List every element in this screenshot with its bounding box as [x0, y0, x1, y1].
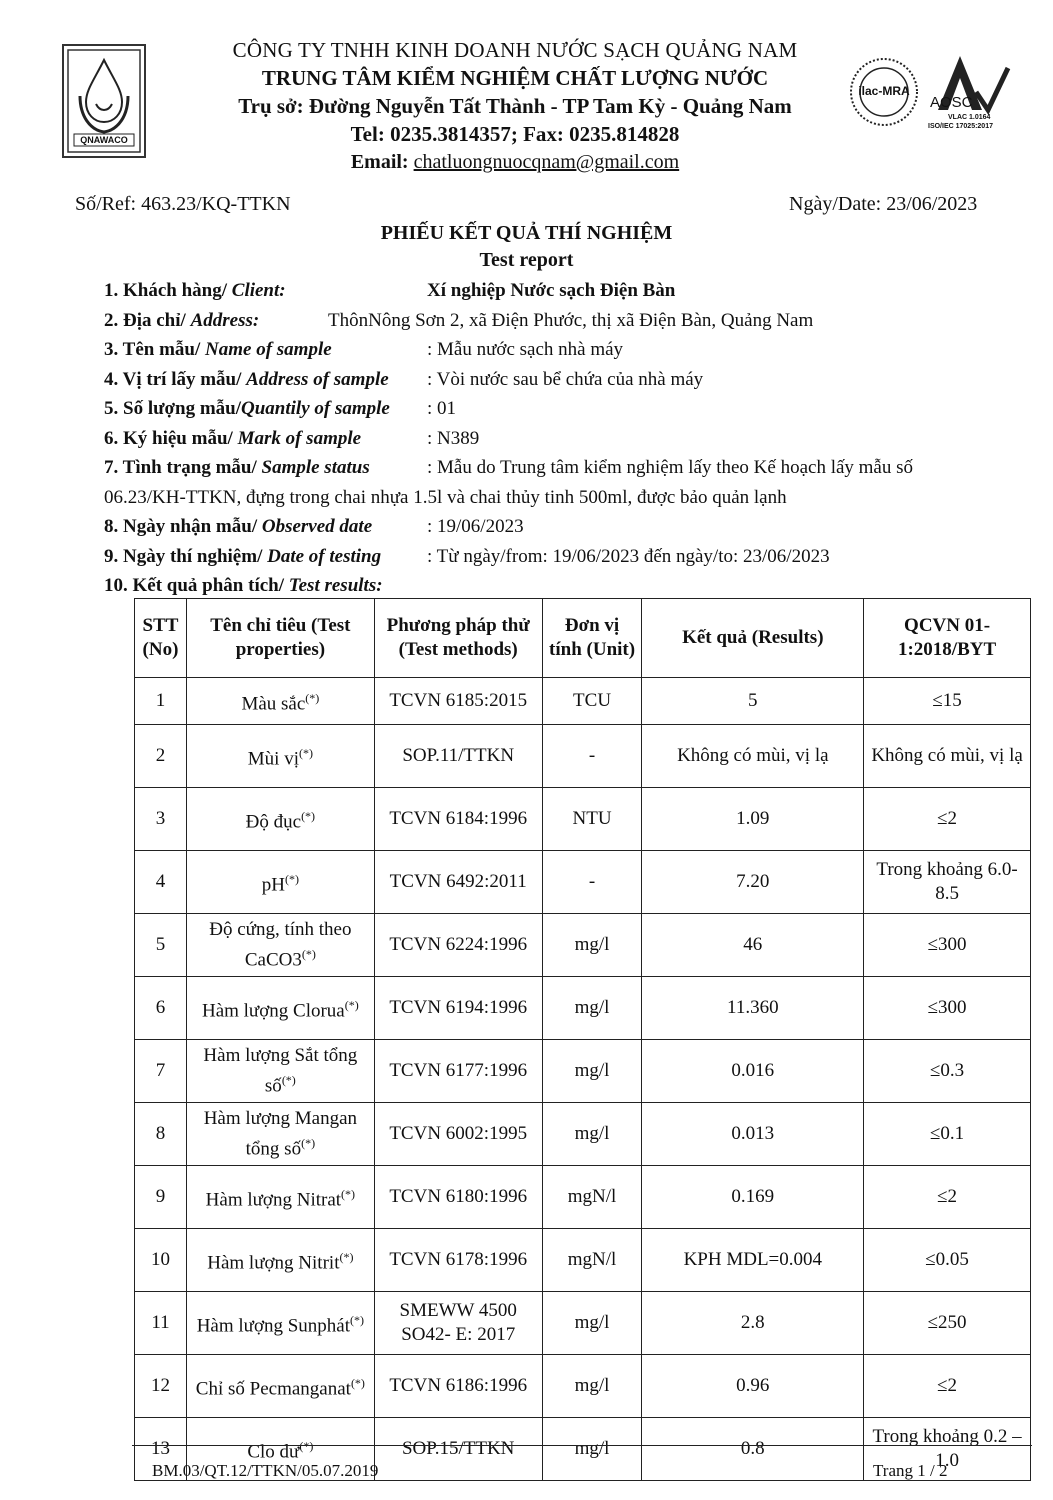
cell-standard: ≤15	[864, 678, 1031, 725]
cell-result: 0.8	[642, 1418, 864, 1481]
table-row	[135, 725, 1031, 788]
report-title: PHIẾU KẾT QUẢ THÍ NGHIỆM	[380, 222, 673, 244]
observed-date-value: : 19/06/2023	[427, 516, 524, 537]
info-sample-status: 7. Tình trạng mẫu/ Sample status : Mẫu do Trung tâm kiểm nghiệm lấy theo Kế hoạch lấy mẫu số	[104, 453, 787, 483]
cell-unit: -	[542, 725, 642, 788]
accreditation-logos	[848, 48, 1018, 138]
iso-label: ISO/IEC 17025:2017	[928, 123, 993, 130]
table-row	[135, 1040, 1031, 1103]
table-row	[135, 788, 1031, 851]
letterhead	[160, 36, 870, 176]
sample-quantity-value: : 01	[427, 398, 457, 419]
cell-unit: mg/l	[542, 914, 642, 977]
accreditation-mark: (*)	[350, 1375, 365, 1390]
col-header-result: Kết quả (Results)	[642, 599, 864, 678]
cell-result: 5	[642, 678, 864, 725]
company-logo	[62, 44, 146, 158]
cell-method: TCVN 6224:1996	[374, 914, 542, 977]
cell-standard: ≤2	[864, 1166, 1031, 1229]
cell-property: Hàm lượng Mangan tổng số(*)	[186, 1103, 374, 1166]
cell-property: Độ cứng, tính theo CaCO3(*)	[186, 914, 374, 977]
info-testing-date: 9. Ngày thí nghiệm/ Date of testing : Từ ngày/from: 19/06/2023 đến ngày/to: 23/06/2023	[104, 542, 787, 572]
table-row	[135, 977, 1031, 1040]
cell-no: 9	[135, 1166, 187, 1229]
cell-method: TCVN 6184:1996	[374, 788, 542, 851]
sample-mark-value: : N389	[427, 427, 480, 449]
cell-result: 7.20	[642, 851, 864, 914]
accreditation-mark: (*)	[305, 690, 320, 705]
cell-property: Clo dư(*)	[186, 1418, 374, 1481]
cell-unit: mg/l	[542, 1040, 642, 1103]
cell-property: Hàm lượng Nitrat(*)	[186, 1166, 374, 1229]
cell-property: Hàm lượng Sắt tổng số(*)	[186, 1040, 374, 1103]
accreditation-mark: (*)	[350, 1312, 365, 1327]
cell-unit: mgN/l	[542, 1166, 642, 1229]
cell-unit: -	[542, 851, 642, 914]
cell-standard: ≤0.05	[864, 1229, 1031, 1292]
cell-no: 2	[135, 725, 187, 788]
cell-no: 5	[135, 914, 187, 977]
cell-no: 7	[135, 1040, 187, 1103]
cell-result: 1.09	[642, 788, 864, 851]
info-client: 1. Khách hàng/ Client: Xí nghiệp Nước sạch Điện Bàn	[104, 276, 787, 306]
accreditation-mark: (*)	[299, 1438, 314, 1453]
col-header-standard: QCVN 01-1:2018/BYT	[864, 599, 1031, 678]
cell-no: 8	[135, 1103, 187, 1166]
company-name: CÔNG TY TNHH KINH DOANH NƯỚC SẠCH QUẢNG NAM	[232, 38, 798, 62]
col-header-method: Phương pháp thử (Test methods)	[374, 599, 542, 678]
phone-fax: Tel: 0235.3814357; Fax: 0235.814828	[350, 122, 680, 146]
info-sample-name: 3. Tên mẫu/ Name of sample : Mẫu nước sạch nhà máy	[104, 335, 787, 365]
info-sample-status-cont: 06.23/KH-TTKN, đựng trong chai nhựa 1.5l và chai thủy tinh 500ml, được bảo quản lạnh	[104, 486, 787, 508]
accreditation-mark: (*)	[301, 946, 316, 961]
cell-no: 6	[135, 977, 187, 1040]
info-sample-quantity: 5. Số lượng mẫu/Quantily of sample : 01	[104, 394, 787, 424]
sample-info	[104, 276, 914, 601]
cell-method: TCVN 6194:1996	[374, 977, 542, 1040]
cell-unit: mg/l	[542, 1418, 642, 1481]
cell-property: Hàm lượng Sunphát(*)	[186, 1292, 374, 1355]
table-header-row	[135, 599, 1031, 678]
table-row	[135, 678, 1031, 725]
cell-property: pH(*)	[186, 851, 374, 914]
accreditation-mark: (*)	[341, 1186, 356, 1201]
cell-result: 2.8	[642, 1292, 864, 1355]
cell-unit: mg/l	[542, 977, 642, 1040]
table-row	[135, 851, 1031, 914]
aosc-label: AOSC	[930, 94, 973, 111]
cell-result: 0.013	[642, 1103, 864, 1166]
table-row	[135, 1103, 1031, 1166]
cell-result: 0.169	[642, 1166, 864, 1229]
cell-method: TCVN 6186:1996	[374, 1355, 542, 1418]
col-header-no: STT (No)	[135, 599, 187, 678]
cell-method: TCVN 6180:1996	[374, 1166, 542, 1229]
info-address: 2. Địa chỉ/ Address: ThônNông Sơn 2, xã Điện Phước, thị xã Điện Bàn, Quảng Nam	[104, 306, 787, 336]
accreditation-mark: (*)	[298, 745, 313, 760]
sample-location-value: : Vòi nước sau bể chứa của nhà máy	[427, 368, 704, 390]
cell-standard: ≤2	[864, 1355, 1031, 1418]
cell-no: 10	[135, 1229, 187, 1292]
form-code: BM.03/QT.12/TTKN/05.07.2019	[152, 1461, 379, 1480]
cell-result: KPH MDL=0.004	[642, 1229, 864, 1292]
info-test-results: 10. Kết quả phân tích/ Test results:	[104, 575, 383, 596]
cell-unit: mg/l	[542, 1292, 642, 1355]
cell-method: SOP.15/TTKN	[374, 1418, 542, 1481]
cell-unit: mg/l	[542, 1355, 642, 1418]
cell-standard: Không có mùi, vị lạ	[864, 725, 1031, 788]
cell-no: 1	[135, 678, 187, 725]
reference-number: Số/Ref: 463.23/KQ-TTKN	[75, 193, 291, 215]
client-name: Xí nghiệp Nước sạch Điện Bàn	[427, 280, 676, 301]
cell-standard: Trong khoảng 6.0-8.5	[864, 851, 1031, 914]
cell-unit: TCU	[542, 678, 642, 725]
cell-method: TCVN 6492:2011	[374, 851, 542, 914]
email-label: Email:	[350, 151, 414, 173]
ilac-label: ilac-MRA	[858, 84, 910, 98]
cell-unit: NTU	[542, 788, 642, 851]
cell-standard: ≤0.1	[864, 1103, 1031, 1166]
report-date: Ngày/Date: 23/06/2023	[789, 193, 978, 215]
cell-standard: ≤300	[864, 977, 1031, 1040]
testing-date-value: : Từ ngày/from: 19/06/2023 đến ngày/to: 23/06/2023	[427, 545, 830, 567]
cell-result: Không có mùi, vị lạ	[642, 725, 864, 788]
cell-result: 11.360	[642, 977, 864, 1040]
cell-no: 3	[135, 788, 187, 851]
cell-property: Hàm lượng Nitrit(*)	[186, 1229, 374, 1292]
cell-standard: ≤0.3	[864, 1040, 1031, 1103]
cell-standard: ≤300	[864, 914, 1031, 977]
sample-name-value: : Mẫu nước sạch nhà máy	[427, 339, 624, 360]
email-line	[160, 148, 870, 176]
cell-no: 12	[135, 1355, 187, 1418]
cell-standard: Trong khoảng 0.2 – 1.0	[864, 1418, 1031, 1481]
head-office-address: Trụ sở: Đường Nguyễn Tất Thành - TP Tam Kỳ - Quảng Nam	[238, 94, 792, 118]
cell-unit: mg/l	[542, 1103, 642, 1166]
cell-property: Chỉ số Pecmanganat(*)	[186, 1355, 374, 1418]
col-header-unit: Đơn vị tính (Unit)	[542, 599, 642, 678]
cell-property: Mùi vị(*)	[186, 725, 374, 788]
col-header-property: Tên chỉ tiêu (Test properties)	[186, 599, 374, 678]
cell-method: TCVN 6177:1996	[374, 1040, 542, 1103]
vlac-label: VLAC 1.0164	[948, 114, 991, 121]
email-link[interactable]: chatluongnuocqnam@gmail.com	[413, 151, 680, 173]
accreditation-mark: (*)	[284, 871, 299, 886]
accreditation-mark: (*)	[344, 997, 359, 1012]
sample-status-value: : Mẫu do Trung tâm kiểm nghiệm lấy theo Kế hoạch lấy mẫu số	[427, 457, 914, 478]
cell-method: TCVN 6002:1995	[374, 1103, 542, 1166]
cell-property: Hàm lượng Clorua(*)	[186, 977, 374, 1040]
cell-method: TCVN 6185:2015	[374, 678, 542, 725]
info-sample-mark: 6. Ký hiệu mẫu/ Mark of sample : N389	[104, 424, 787, 454]
accreditation-mark: (*)	[301, 1135, 316, 1150]
accreditation-mark: (*)	[339, 1249, 354, 1264]
cell-standard: ≤250	[864, 1292, 1031, 1355]
cell-result: 0.96	[642, 1355, 864, 1418]
info-sample-location: 4. Vị trí lấy mẫu/ Address of sample : Vòi nước sau bể chứa của nhà máy	[104, 365, 787, 395]
cell-property: Màu sắc(*)	[186, 678, 374, 725]
cell-no: 13	[135, 1418, 187, 1481]
footer-divider	[132, 1445, 1032, 1446]
info-observed-date: 8. Ngày nhận mẫu/ Observed date : 19/06/2023	[104, 512, 787, 542]
cell-result: 46	[642, 914, 864, 977]
table-row	[135, 1166, 1031, 1229]
table-row	[135, 914, 1031, 977]
accreditation-mark: (*)	[301, 808, 316, 823]
cell-unit: mgN/l	[542, 1229, 642, 1292]
cell-no: 4	[135, 851, 187, 914]
cell-method: SMEWW 4500 SO42- E: 2017	[374, 1292, 542, 1355]
cell-property: Độ đục(*)	[186, 788, 374, 851]
cell-result: 0.016	[642, 1040, 864, 1103]
table-row	[135, 1292, 1031, 1355]
logo-left-text: QNAWACO	[80, 135, 128, 145]
client-address: ThônNông Sơn 2, xã Điện Phước, thị xã Điện Bàn, Quảng Nam	[328, 309, 814, 331]
table-row	[135, 1355, 1031, 1418]
center-name: TRUNG TÂM KIỂM NGHIỆM CHẤT LƯỢNG NƯỚC	[261, 66, 769, 90]
page-number: Trang 1 / 2	[873, 1461, 948, 1480]
report-subtitle: Test report	[479, 249, 574, 271]
table-row	[135, 1229, 1031, 1292]
cell-method: SOP.11/TTKN	[374, 725, 542, 788]
cell-standard: ≤2	[864, 788, 1031, 851]
cell-method: TCVN 6178:1996	[374, 1229, 542, 1292]
accreditation-mark: (*)	[281, 1072, 296, 1087]
cell-no: 11	[135, 1292, 187, 1355]
results-table	[134, 598, 1031, 1481]
